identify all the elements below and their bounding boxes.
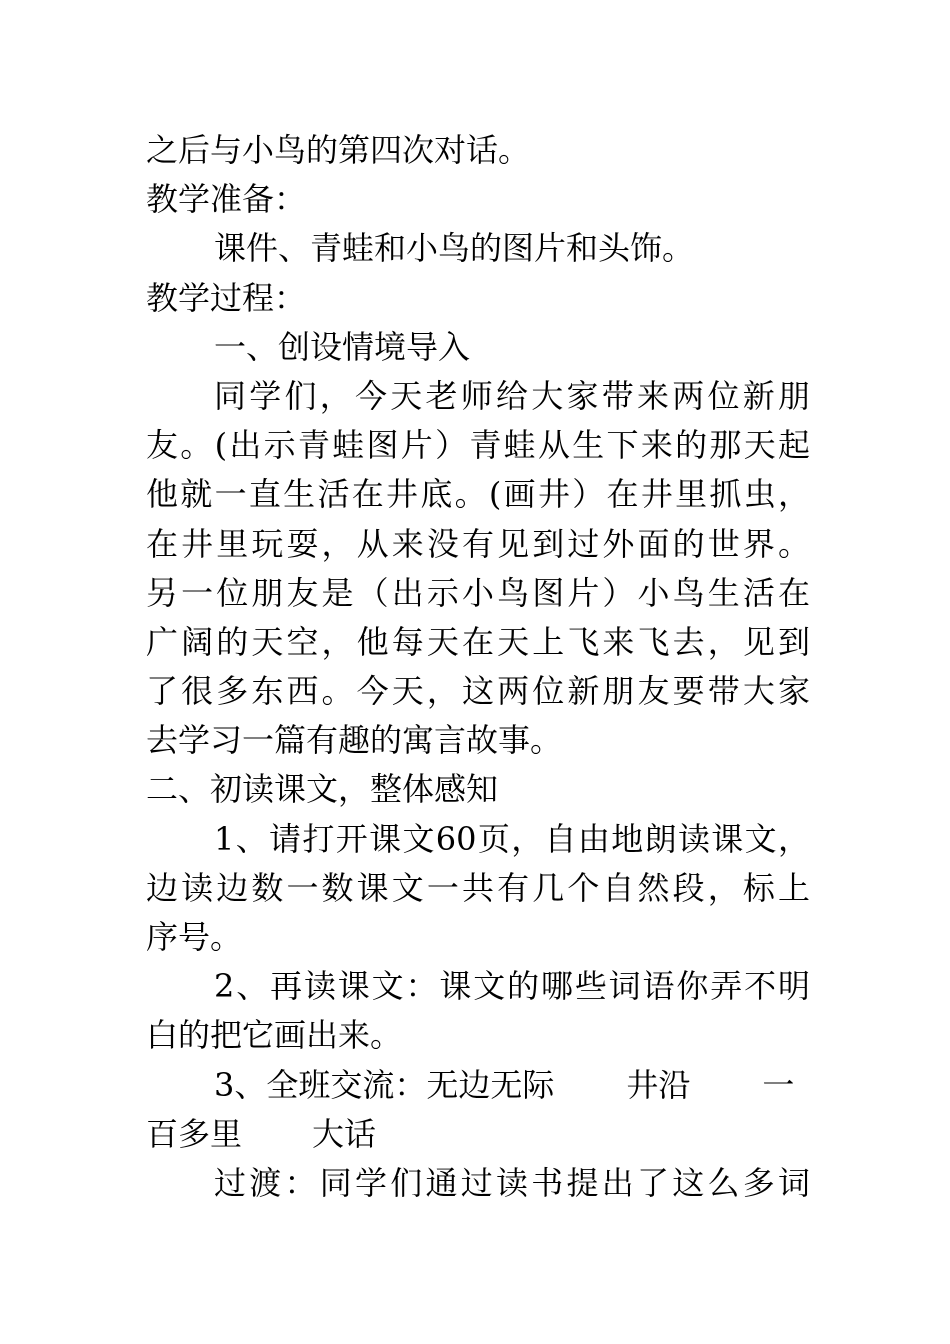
- text-line: 去学习一篇有趣的寓言故事。: [146, 721, 563, 760]
- text-line: 白的把它画出来。: [146, 1016, 403, 1055]
- text-line: 课件、青蛙和小鸟的图片和头饰。: [214, 229, 695, 268]
- text-line: 同学们，今天老师给大家带来两位新朋: [214, 376, 810, 415]
- text-line: 之后与小鸟的第四次对话。: [146, 131, 531, 169]
- vocabulary-word: 一: [762, 1065, 795, 1104]
- document-body: [146, 126, 810, 1208]
- text-line: 1、请打开课文60页，自由地朗读课文，: [214, 819, 810, 858]
- text-line: 过渡：同学们通过读书提出了这么多词: [214, 1163, 810, 1202]
- vocabulary-line: [146, 1061, 810, 1110]
- text-line: 了很多东西。今天，这两位新朋友要带大家: [146, 672, 810, 711]
- vocabulary-intro: 3、全班交流：无边无际: [214, 1065, 555, 1104]
- text-line: 他就一直生活在井底。(画井）在井里抓虫，: [146, 475, 810, 514]
- text-line: 友。(出示青蛙图片）青蛙从生下来的那天起: [146, 426, 810, 465]
- text-line: 在井里玩耍，从来没有见到过外面的世界。: [146, 524, 810, 563]
- vocabulary-word: 大话: [312, 1114, 377, 1153]
- vocabulary-line: [146, 1110, 810, 1159]
- step-heading-1: 一、创设情境导入: [214, 327, 471, 366]
- text-line: 另一位朋友是（出示小鸟图片）小鸟生活在: [146, 573, 810, 612]
- text-line: 序号。: [146, 918, 243, 956]
- vocabulary-word: 百多里: [146, 1114, 243, 1153]
- text-line: 2、再读课文：课文的哪些词语你弄不明: [214, 967, 810, 1006]
- vocabulary-word: 井沿: [626, 1065, 691, 1104]
- text-line: 广阔的天空，他每天在天上飞来飞去，见到: [146, 622, 810, 661]
- step-heading-2: 二、初读课文，整体感知: [146, 770, 499, 809]
- section-heading-process: 教学过程：: [146, 278, 307, 317]
- text-line: 边读边数一数课文一共有几个自然段，标上: [146, 868, 810, 907]
- section-heading-preparation: 教学准备：: [146, 180, 307, 219]
